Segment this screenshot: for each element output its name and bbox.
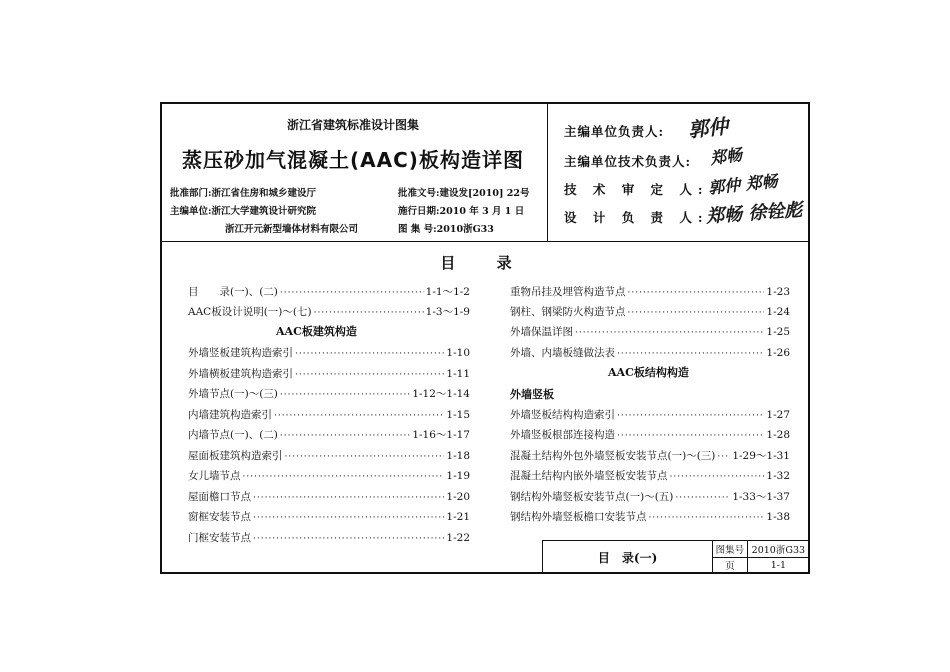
toc-item[interactable]: 外墙保温详图 ····· 1-25 — [510, 324, 790, 338]
toc-item[interactable]: 外墙横板建筑构造索引 ····· 1-11 — [188, 366, 470, 380]
toc-item[interactable]: 钢结构外墙竖板安装节点(一)～(五) ····· 1-33～1-37 — [510, 489, 790, 503]
effective-date: 施行日期:2010 年 3 月 1 日 — [398, 206, 525, 217]
signature-chief-unit-head: 郭仲 — [687, 113, 730, 143]
atlas-number: 图 集 号:2010浙G33 — [398, 224, 494, 235]
page-value: 1-1 — [747, 557, 809, 574]
toc-item[interactable]: 外墙竖板结构构造索引 ····· 1-27 — [510, 407, 790, 421]
toc-item[interactable]: 外墙竖板根部连接构造 ····· 1-28 — [510, 427, 790, 441]
editor-unit: 主编单位:浙江大学建筑设计研究院 — [170, 206, 317, 217]
toc-title: 目 录 — [440, 254, 530, 272]
sheet-title-block — [542, 540, 810, 574]
toc-item[interactable]: 内墙节点(一)、(二) ····· 1-16～1-17 — [188, 427, 470, 441]
toc-item[interactable]: 钢结构外墙竖板檐口安装节点 ····· 1-38 — [510, 509, 790, 523]
atlas-no-value: 2010浙G33 — [747, 541, 809, 558]
section-heading-architecture: AAC板建筑构造 — [276, 325, 357, 338]
signature-tech-reviewer: 郭仲 郑畅 — [707, 171, 779, 198]
toc-item[interactable]: 混凝土结构内嵌外墙竖板安装节点 ····· 1-32 — [510, 468, 790, 482]
toc-item[interactable]: 重物吊挂及埋管构造节点 ····· 1-23 — [510, 284, 790, 298]
subheading-exterior-vertical-panel: 外墙竖板 — [510, 388, 554, 401]
page-label: 页 — [713, 557, 748, 574]
toc-item[interactable]: 屋面板建筑构造索引 ····· 1-18 — [188, 448, 470, 462]
series-name: 浙江省建筑标准设计图集 — [286, 118, 419, 132]
toc-item[interactable]: 内墙建筑构造索引 ····· 1-15 — [188, 407, 470, 421]
responsibility-block — [548, 102, 810, 242]
toc-item[interactable]: 外墙节点(一)～(三) ····· 1-12～1-14 — [188, 386, 470, 400]
toc-item[interactable]: AAC板设计说明(一)～(七) ····· 1-3～1-9 — [188, 304, 470, 318]
toc-item[interactable]: 目 录(一)、(二) ····· 1-1～1-2 — [188, 284, 470, 298]
editor-unit-2: 浙江开元新型墙体材料有限公司 — [225, 224, 359, 235]
signature-design-lead: 郑畅 徐铨彪 — [705, 199, 804, 228]
atlas-title: 蒸压砂加气混凝土(AAC)板构造详图 — [182, 148, 524, 172]
toc-item[interactable]: 钢柱、钢梁防火构造节点 ····· 1-24 — [510, 304, 790, 318]
toc-item[interactable]: 门框安装节点 ····· 1-22 — [188, 530, 470, 544]
approval-dept: 批准部门:浙江省住房和城乡建设厅 — [170, 188, 317, 199]
sheet-title: 目 录(一) — [543, 541, 713, 574]
atlas-no-label: 图集号 — [713, 541, 748, 558]
toc-item[interactable]: 外墙、内墙板缝做法表 ····· 1-26 — [510, 345, 790, 359]
toc-item[interactable]: 女儿墙节点 ····· 1-19 — [188, 468, 470, 482]
signature-chief-tech-head: 郑畅 — [708, 144, 744, 169]
toc-item[interactable]: 外墙竖板建筑构造索引 ····· 1-10 — [188, 345, 470, 359]
chief-tech-head-label: 主编单位技术负责人: — [564, 154, 692, 169]
section-heading-structure: AAC板结构构造 — [608, 366, 689, 379]
approval-doc-no: 批准文号:建设发[2010] 22号 — [398, 188, 530, 199]
design-lead-label: 设 计 负 责 人: — [564, 210, 709, 225]
toc-item[interactable]: 混凝土结构外包外墙竖板安装节点(一)～(三) ····· 1-29～1-31 — [510, 448, 790, 462]
toc-item[interactable]: 窗框安装节点 ····· 1-21 — [188, 509, 470, 523]
chief-unit-head-label: 主编单位负责人: — [564, 124, 665, 139]
header-title-block — [160, 102, 548, 242]
toc-item[interactable]: 屋面檐口节点 ····· 1-20 — [188, 489, 470, 503]
tech-reviewer-label: 技 术 审 定 人: — [564, 182, 709, 197]
